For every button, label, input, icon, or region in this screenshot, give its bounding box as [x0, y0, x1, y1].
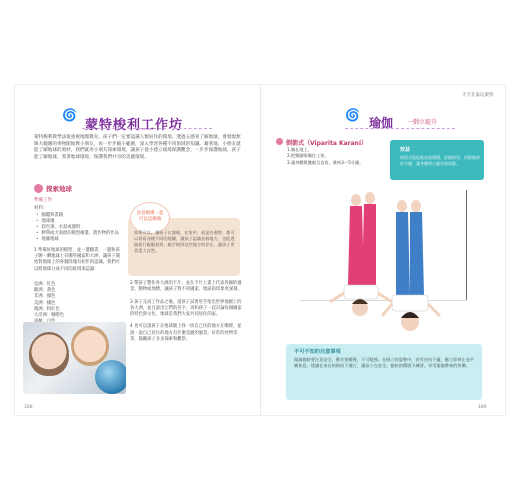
- swirl-ornament-icon: 🌀: [345, 108, 360, 122]
- running-header: 天天在家玩蒙特: [462, 93, 494, 98]
- swirl-ornament-icon: 🌀: [62, 108, 77, 122]
- foot-shape: [351, 194, 361, 206]
- list-item: • 膠帶或大張紙的模型繪畫，農作物的作品: [36, 231, 124, 237]
- materials-list: [36, 213, 124, 243]
- blue-pants-leg: [410, 212, 424, 295]
- caution-note-title: 不可不知的注意事項: [294, 349, 341, 355]
- title-divider: [345, 128, 455, 129]
- materials-sub-label: 材料：: [34, 206, 48, 211]
- white-shirt: [344, 285, 378, 299]
- children-globe-photo: [23, 322, 126, 394]
- arm: [330, 293, 344, 302]
- list-item: • 地圖地球: [36, 237, 124, 243]
- parent-tip-badge-label: 爸爸媽媽一起 可以這麼做: [136, 211, 164, 222]
- title-divider: [82, 128, 212, 129]
- hair: [401, 312, 419, 318]
- right-page-title: 瑜伽: [369, 116, 394, 130]
- child-face-image: [71, 326, 109, 366]
- boy-legs-up-illustration: [380, 200, 470, 350]
- pose-steps: 1.躺在地上， 2.把雙腳靠牆往上抬， 3.讓身體與雙腿呈直角，維持3～5分鐘。: [287, 147, 364, 165]
- left-page-title: 蒙特梭利工作坊: [85, 118, 184, 133]
- caution-note-text: 做瑜伽時要注意安全，動作要緩慢，不可勉強。在倒立的姿勢中，若有任何不適，應立即停止並平躺休息。建議在家長的陪同下進行，讓孩子在安全、愉快的環境下練習，享受瑜伽帶來的快樂。: [294, 357, 475, 369]
- parent-tip-text: 如果可以，讓孩子在課後、在家中，或是出遊時，都可以看看各種不同的地圖，讓孩子認識各個地方，也能透過旅行親眼看到、親手摸到這些地方的存在，讓孩子更喜愛大自然。: [134, 230, 235, 253]
- continent-color-list: 亞洲：紅色 歐洲：黃色 非洲：綠色 美洲：橘色 澳洲：粉紅色 大洋洲：咖啡色: [34, 282, 65, 319]
- arm: [428, 304, 440, 316]
- pose-name: 倒箭式（Viparita Karani）: [286, 140, 367, 147]
- right-page-number: 189: [478, 405, 487, 410]
- right-page-subtitle: 一倒立提升: [407, 119, 438, 126]
- list-item: • 地球儀: [36, 219, 124, 225]
- section-flower-icon: [34, 184, 43, 193]
- foot-shape: [411, 200, 421, 212]
- book-gutter: [260, 85, 261, 415]
- steps-2-4-text: 2 帶孩子製作各大洲的卡片，並在卡片上畫上代表各國的風景、動物或地標，讓孩子對不同國家、地區的印象更深刻。 3 孩子完成了作品之後，請孩子試著用手指出世界地圖上的各大洲，並且說出它們的名字，再和孩子一起討論每個國家的特色與文化，地球是我們大家共同居住的家。 4 也可以請孩子在地球儀上找一找自己住的地方在哪裡，並說一說自己居住的地方有什麼美麗的風景，好吃的食物等等，鼓勵孩子多多探索和觀察。: [130, 281, 242, 342]
- globe-image: [95, 360, 126, 394]
- left-intro-paragraph: 蒙特梭利教學法很重視地理教育，孩子們一定要認識人類居住的環境。透過五感來了解地球，會發現無限大範圍的事物開始教小朋友，再一步步縮小範圍，深入學習各種不同領域的知識。藉著地，小朋友就能了解地球的奧妙，我們就用小朋友探索環境，讓孩子從小建立環境保護觀念，一步步保護地球，孩子能了解地球，愛著地球環境，保護我們共享的美麗環境。: [34, 135, 241, 160]
- child-face-image: [29, 332, 69, 376]
- pink-pants-leg: [348, 206, 364, 285]
- foot-shape: [397, 200, 407, 212]
- section-title: 探索地球: [46, 185, 72, 193]
- list-item: • 圖鑑與書籍: [36, 213, 124, 219]
- blue-pants-leg: [396, 212, 410, 295]
- hair: [352, 299, 368, 304]
- step-1-text: 1 準備好地球的模型，並一邊翻書，一邊和孩子聊一聊地球上有哪些國家和大洲，讓孩子開始對地球上的各個陸塊有初步的認識。我們可以將地球分成不同的區域來認識：: [34, 248, 120, 272]
- effect-title: 效益: [400, 147, 411, 153]
- pink-pants-leg: [362, 204, 376, 285]
- foot-shape: [365, 192, 375, 204]
- left-page-number: 188: [24, 405, 33, 410]
- list-item: • 彩色筆、水彩或顏料: [36, 225, 124, 231]
- pose-flower-icon: [276, 138, 283, 145]
- white-shirt: [392, 295, 428, 311]
- effect-text: 倒箭式能促進血液循環，舒緩疲勞，消除腿部的水腫，讓身體和心靈更加放鬆。: [400, 155, 480, 166]
- arm: [382, 304, 392, 316]
- materials-label: 準備工作: [34, 198, 52, 203]
